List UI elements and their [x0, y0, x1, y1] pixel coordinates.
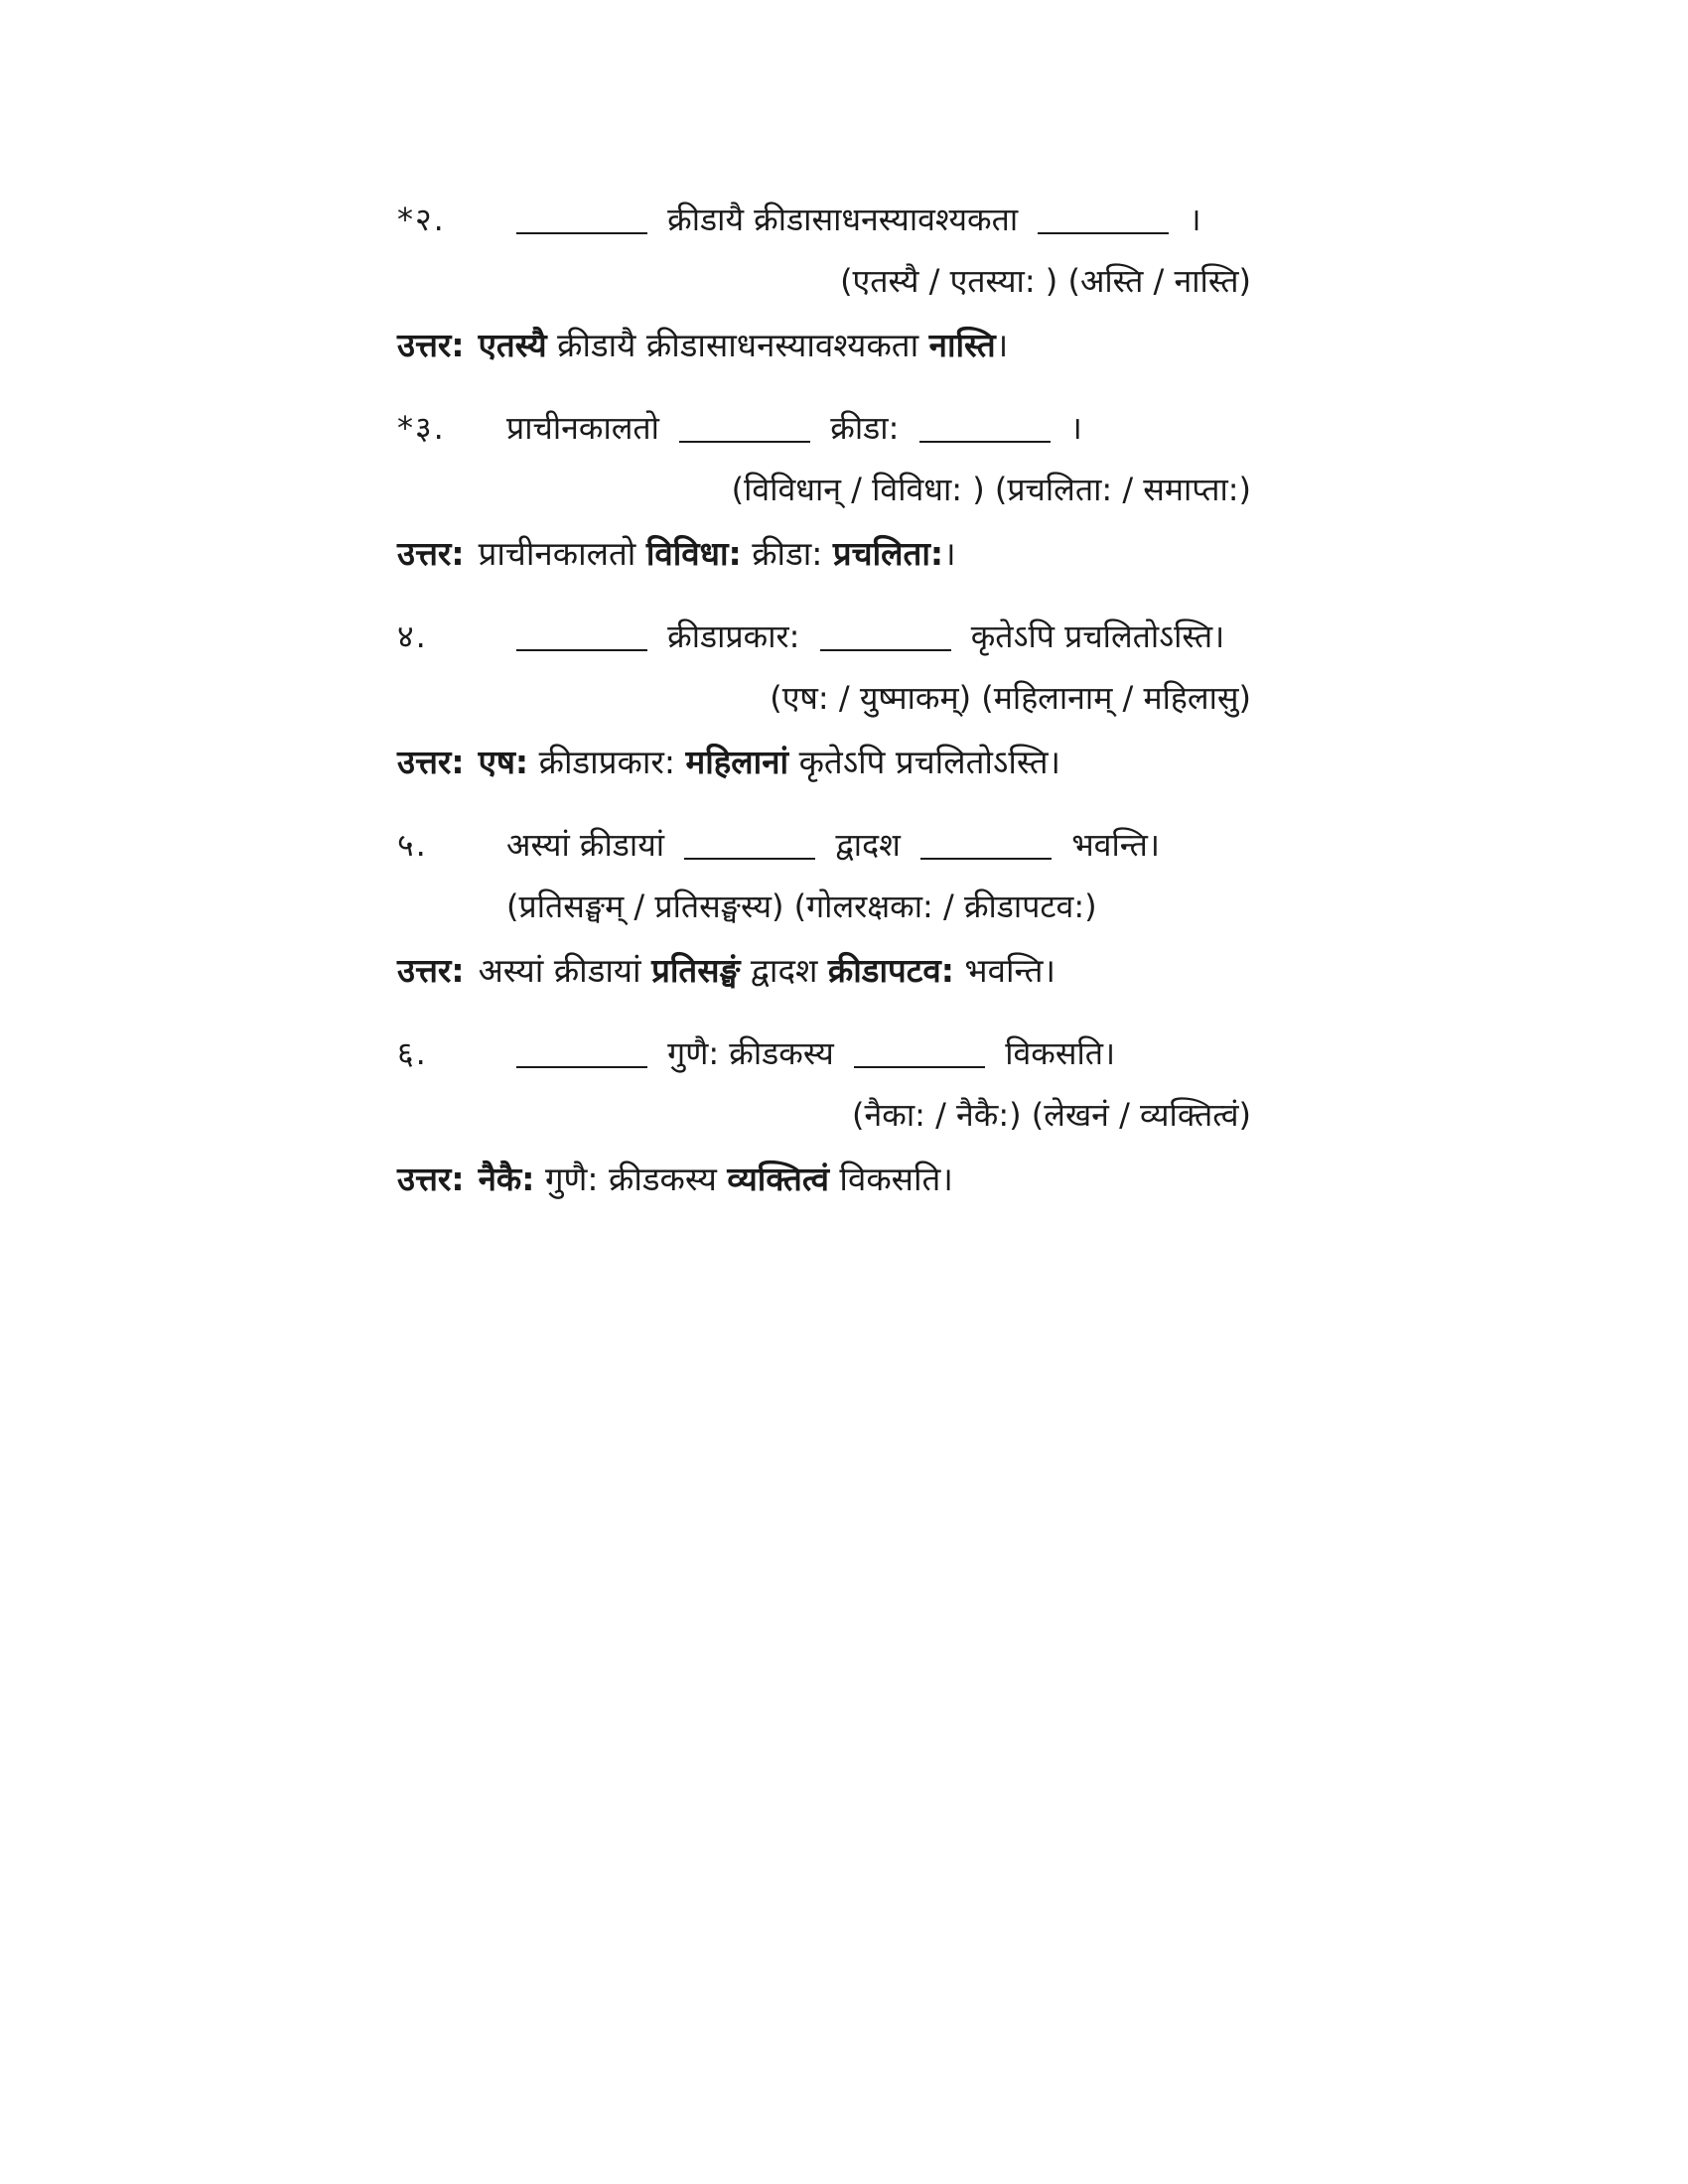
options-line: (प्रतिसङ्घम् / प्रतिसङ्घस्य) (गोलरक्षका: / क्रीडापटव:) [506, 887, 1097, 925]
answer-line: उत्तर: प्राचीनकालतो विविधा: क्रीडा: प्रचलिता:। [397, 534, 956, 573]
fill-blank [820, 617, 951, 651]
question-line [397, 814, 1251, 876]
options-line: (एष: / युष्माकम्) (महिलानाम् / महिलासु) [770, 679, 1251, 717]
answer-label: उत्तर: [397, 951, 465, 990]
question-4 [397, 606, 1251, 794]
question-stem: प्राचीनकालतो क्रीडा: । [506, 409, 1082, 447]
answer-line: उत्तर: नैकै: गुणै: क्रीडकस्य व्यक्तित्वं विकसति। [397, 1160, 953, 1198]
question-number: *२. [397, 201, 446, 238]
answer-line: उत्तर: एष: क्रीडाप्रकार: महिलानां कृतेऽपि प्रचलितोऽस्ति। [397, 743, 1061, 781]
question-line [397, 397, 1251, 459]
answer-line: उत्तर: अस्यां क्रीडायां प्रतिसङ्घं द्वादश क्रीडापटव: भवन्ति। [397, 951, 1055, 990]
answer-label: उत्तर: [397, 743, 465, 781]
answer-label: उत्तर: [397, 326, 465, 364]
question-line [397, 189, 1251, 250]
answer-label: उत्तर: [397, 534, 465, 573]
question-number: *३. [397, 409, 446, 447]
question-number: ६. [397, 1034, 428, 1072]
question-number: ४. [397, 617, 428, 655]
fill-blank [684, 826, 815, 860]
fill-blank [919, 409, 1051, 443]
question-3 [397, 397, 1251, 586]
fill-blank [854, 1034, 985, 1068]
fill-blank [516, 1034, 647, 1068]
answer-label: उत्तर: [397, 1160, 465, 1198]
question-stem: क्रीडायै क्रीडासाधनस्यावश्यकता । [506, 189, 1251, 250]
fill-blank [516, 201, 647, 234]
question-2 [397, 189, 1251, 377]
fill-blank [920, 826, 1052, 860]
question-5 [397, 814, 1251, 1003]
question-line [397, 1023, 1251, 1084]
options-line: (नैका: / नैकै:) (लेखनं / व्यक्तित्वं) [852, 1096, 1251, 1134]
question-number: ५. [397, 826, 428, 864]
fill-blank [516, 617, 647, 651]
question-6 [397, 1023, 1251, 1211]
answer-line: उत्तर: एतस्यै क्रीडायै क्रीडासाधनस्यावश्यकता नास्ति। [397, 326, 1009, 364]
question-stem: अस्यां क्रीडायां द्वादश भवन्ति। [506, 826, 1160, 864]
fill-blank [1038, 201, 1169, 234]
question-line [397, 606, 1251, 667]
question-stem: क्रीडाप्रकार: कृतेऽपि प्रचलितोऽस्ति। [506, 606, 1251, 667]
question-stem: गुणै: क्रीडकस्य विकसति। [506, 1023, 1251, 1084]
options-line: (विविधान् / विविधा: ) (प्रचलिता: / समाप्ता:) [731, 471, 1251, 508]
fill-blank [679, 409, 810, 443]
options-line: (एतस्यै / एतस्या: ) (अस्ति / नास्ति) [840, 262, 1251, 300]
